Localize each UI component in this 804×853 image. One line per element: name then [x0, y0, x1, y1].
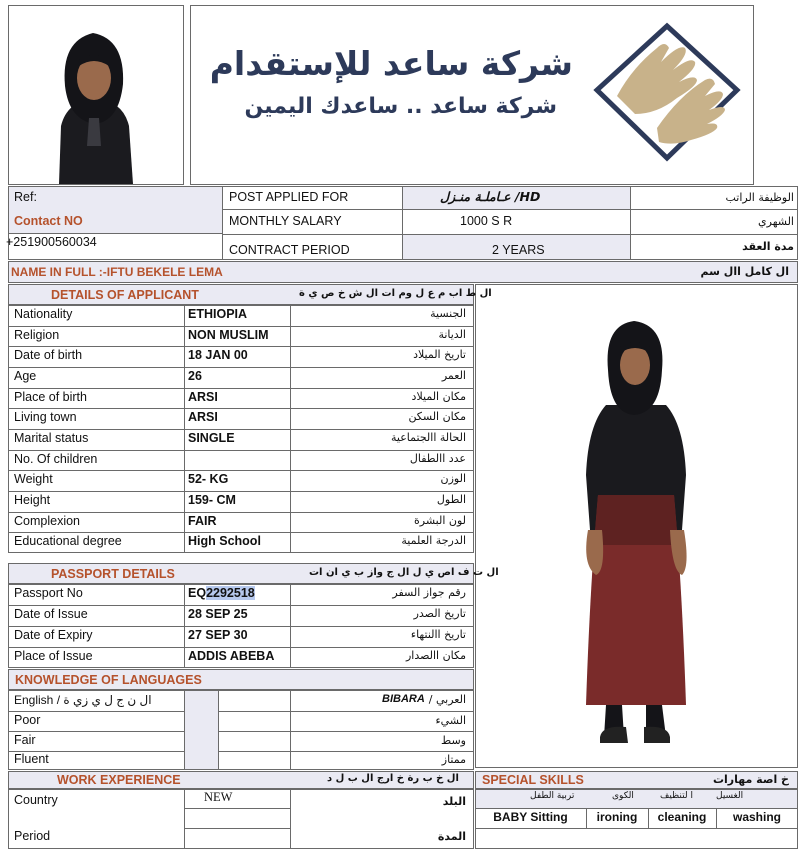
company-name: شركة ساعد للإستقدام [209, 44, 573, 83]
salary-label: MONTHLY SALARY [229, 214, 342, 228]
languages-title: KNOWLEDGE OF LANGUAGES [15, 673, 202, 687]
passport-field-label: Place of Issue [14, 649, 93, 663]
skill-ar-label: تربية الطفل [530, 791, 575, 801]
hands-logo-icon [587, 18, 747, 168]
applicant-row [8, 346, 474, 367]
applicant-field-value: ETHIOPIA [188, 307, 248, 321]
applicant-field-value: NON MUSLIM [188, 327, 269, 342]
applicant-small-photo [8, 5, 184, 185]
applicant-field-value: High School [188, 534, 261, 549]
applicant-field-value: SINGLE [188, 431, 235, 446]
language-level-row [8, 733, 474, 751]
work-period-label: Period [14, 829, 51, 843]
applicant-field-label: Religion [14, 327, 60, 342]
applicant-field-value: 52- KG [188, 472, 229, 487]
skills-section-header [475, 771, 798, 789]
ref-label: Ref: [14, 190, 37, 204]
skill-item: washing [732, 810, 781, 824]
salary-ar: الشهري [758, 215, 794, 228]
contract-value: 2 YEARS [492, 243, 545, 257]
applicant-field-ar: الطول [436, 493, 466, 507]
applicant-row [8, 388, 474, 409]
applicant-field-label: Date of birth [14, 348, 83, 363]
work-table [8, 789, 474, 849]
arabic-label: العربي / [428, 693, 466, 706]
work-title-ar: ال خ ب رة خ ارج ال ب ل د [327, 773, 459, 784]
passport-section-header [8, 563, 499, 584]
skills-title-ar: خ اصة مهارات [712, 773, 789, 786]
post-value: HD/ عـاملـة منـزل [440, 189, 541, 204]
passport-row [8, 605, 474, 626]
passport-row [8, 626, 474, 647]
applicant-field-ar: الحالة االجتماعية [391, 431, 466, 445]
passport-number-prefix: EQ [188, 586, 207, 600]
applicant-field-ar: مكان السكن [408, 410, 466, 424]
skill-ar-label: الغسيل [716, 791, 744, 801]
applicant-title-ar: ال ط اب م ع ل وم ات ال ش خ ص ي ة [299, 288, 492, 299]
passport-field-label: Passport No [14, 586, 83, 600]
applicant-field-label: Nationality [14, 307, 73, 321]
applicant-field-label: Weight [14, 472, 53, 487]
applicant-row [8, 450, 474, 471]
skills-title: SPECIAL SKILLS [482, 773, 584, 787]
applicant-field-ar: العمر [441, 369, 466, 382]
applicant-row [8, 305, 474, 326]
full-name: NAME IN FULL :-IFTU BEKELE LEMA [11, 265, 223, 279]
contact-label: Contact NO [14, 214, 83, 228]
work-title: WORK EXPERIENCE [57, 773, 181, 787]
passport-field-ar: مكان االصدار [405, 649, 466, 662]
passport-number-value [188, 586, 255, 600]
contact-value: +251900560034 [6, 235, 97, 249]
passport-field-label: Date of Expiry [14, 628, 93, 642]
applicant-field-label: No. Of children [14, 451, 98, 466]
company-slogan: شركة ساعد .. ساعدك اليمين [244, 94, 557, 119]
passport-title: PASSPORT DETAILS [51, 567, 175, 581]
skill-ar-label: ا لتنظيف [660, 791, 693, 801]
applicant-row [8, 470, 474, 491]
passport-field-value: ADDIS ABEBA [188, 649, 275, 663]
passport-field-ar: تاريخ الصدر [413, 607, 466, 620]
applicant-section-header [8, 284, 492, 305]
language-level-ar: ممتاز [441, 753, 466, 766]
applicant-row [8, 532, 474, 553]
applicant-field-label: Age [14, 369, 37, 383]
applicant-field-label: Place of birth [14, 389, 87, 404]
work-country-value: NEW [204, 790, 233, 804]
applicant-field-ar: الديانة [438, 327, 466, 341]
contract-ar: مدة العقد [742, 240, 794, 253]
applicant-field-value: FAIR [188, 513, 217, 528]
language-level-ar: الشيء [435, 714, 466, 727]
applicant-row [8, 408, 474, 429]
applicant-field-ar: مكان الميلاد [411, 389, 466, 403]
applicant-field-label: Educational degree [14, 534, 122, 549]
work-section-header [8, 771, 474, 789]
salary-value: 1000 S R [460, 214, 513, 228]
language-level-label: Fair [14, 733, 36, 747]
applicant-full-photo [475, 284, 798, 768]
applicant-row [8, 326, 474, 347]
person-full-body-icon [476, 285, 797, 767]
language-level-label: Fluent [14, 752, 49, 766]
arabic-value: BIBARA [382, 693, 425, 705]
applicant-field-value: 18 JAN 00 [188, 348, 248, 363]
applicant-field-ar: تاريخ الميلاد [413, 348, 466, 362]
applicant-field-ar: الجنسية [430, 307, 466, 320]
passport-title-ar: ال ت ف اص ي ل ال ج واز ب ي ان ات [309, 567, 499, 578]
applicant-field-value: ARSI [188, 410, 218, 425]
applicant-field-label: Complexion [14, 513, 81, 528]
passport-field-ar: رقم جواز السفر [392, 586, 466, 599]
languages-section-header [8, 669, 474, 690]
passport-field-label: Date of Issue [14, 607, 88, 621]
applicant-field-value: 159- CM [188, 493, 236, 508]
contract-label: CONTRACT PERIOD [229, 243, 350, 257]
applicant-row [8, 512, 474, 533]
applicant-field-label: Marital status [14, 431, 89, 446]
applicant-title: DETAILS OF APPLICANT [51, 288, 199, 302]
post-ar: الوظيفة الراتب [725, 191, 794, 204]
applicant-field-label: Height [14, 493, 51, 508]
post-label: POST APPLIED FOR [229, 190, 349, 204]
applicant-field-ar: عدد االطفال [409, 451, 466, 465]
applicant-field-ar: الدرجة العلمية [401, 534, 466, 548]
passport-field-value: 28 SEP 25 [188, 607, 248, 621]
applicant-row [8, 491, 474, 512]
english-label: English / ال ن ج ل ي زي ة [14, 693, 152, 707]
work-country-label: Country [14, 793, 58, 807]
passport-field-value: 27 SEP 30 [188, 628, 248, 642]
work-period-ar: المدة [437, 830, 466, 843]
full-name-ar: ال كامل اال سم [700, 265, 789, 278]
passport-row [8, 647, 474, 668]
language-level-ar: وسط [441, 734, 466, 747]
person-portrait-icon [9, 6, 183, 184]
skill-item: cleaning [657, 810, 707, 824]
language-level-label: Poor [14, 713, 41, 727]
applicant-field-ar: الوزن [440, 472, 466, 486]
work-country-ar: البلد [442, 795, 466, 808]
passport-field-ar: تاريخ االنتهاء [410, 628, 466, 641]
name-bar [8, 261, 798, 283]
company-banner [190, 5, 754, 185]
passport-row [8, 584, 474, 605]
skill-item: BABY Sitting [493, 810, 568, 824]
applicant-row [8, 429, 474, 450]
applicant-field-ar: لون البشرة [414, 513, 466, 527]
applicant-row [8, 367, 474, 388]
passport-number-selected: 2292518 [206, 586, 255, 600]
applicant-field-value: ARSI [188, 389, 218, 404]
applicant-field-label: Living town [14, 410, 77, 425]
language-level-row [8, 713, 474, 731]
applicant-field-value: 26 [188, 369, 202, 383]
skill-item: ironing [596, 810, 638, 824]
language-level-row [8, 752, 474, 770]
skill-ar-label: الكوى [612, 791, 634, 801]
